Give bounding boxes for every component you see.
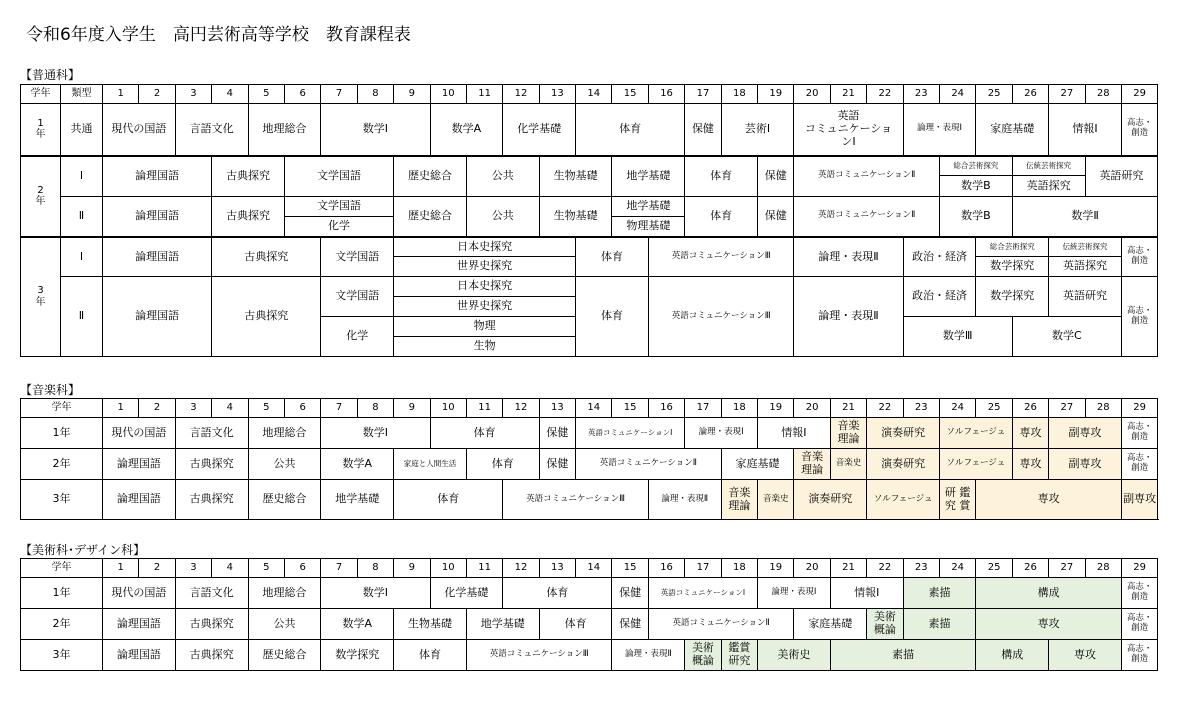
subject-cell: 数学Ⅰ (321, 578, 430, 609)
subject-cell: 論理・表現Ⅱ (794, 237, 903, 277)
subject-cell: 英語コミュニケーションⅡ (794, 196, 940, 237)
col-7: 7 (321, 399, 357, 418)
col-21: 21 (830, 559, 866, 578)
subject-cell: 英語探究 (1012, 176, 1085, 196)
col-5: 5 (248, 559, 284, 578)
subject-cell: 生物基礎 (394, 609, 467, 640)
subject-cell: 歴史総合 (394, 196, 467, 237)
col-11: 11 (466, 85, 502, 104)
col-12: 12 (503, 559, 539, 578)
subject-cell: 論理国語 (103, 609, 176, 640)
col-13: 13 (539, 559, 575, 578)
grade-cell: 2 年 (21, 156, 61, 237)
music-y3-row (21, 480, 1158, 520)
subject-cell: 保健 (539, 449, 575, 480)
col-3: 3 (175, 399, 211, 418)
col-17: 17 (685, 399, 721, 418)
subject-cell: 専攻 (1049, 640, 1122, 671)
subject-cell: 古典探究 (212, 196, 285, 237)
subject-cell: 英語コミュニケーションⅠ (648, 578, 757, 609)
subject-cell: 音楽 理論 (794, 449, 830, 480)
col-15: 15 (612, 85, 648, 104)
subject-cell: 地学基礎 (612, 156, 685, 197)
type-cell: Ⅱ (61, 196, 103, 237)
subject-cell: 演奏研究 (794, 480, 867, 520)
subject-cell: 数学Ⅱ (1012, 196, 1158, 237)
col-11: 11 (466, 559, 502, 578)
subject-cell: 高志・ 創造 (1121, 640, 1157, 671)
subject-cell: 化学 (284, 216, 393, 236)
subject-cell: 美術 概論 (867, 609, 903, 640)
subject-cell: 高志・ 創造 (1121, 237, 1157, 277)
grade-cell: 3年 (21, 480, 103, 520)
col-22: 22 (867, 85, 903, 104)
subject-cell: 英語コミュニケーションⅡ (576, 449, 722, 480)
col-19: 19 (758, 399, 794, 418)
subject-cell: 数学Ⅲ (903, 317, 1012, 357)
col-5: 5 (248, 399, 284, 418)
subject-cell: 美術史 (758, 640, 831, 671)
subject-cell: 数学A (321, 449, 394, 480)
subject-cell: 高志・ 創造 (1121, 449, 1157, 480)
col-26: 26 (1012, 559, 1048, 578)
col-29: 29 (1121, 559, 1157, 578)
subject-cell: 数学A (321, 609, 394, 640)
header-row (21, 399, 1158, 418)
col-1: 1 (103, 559, 139, 578)
col-18: 18 (721, 559, 757, 578)
subject-cell: 化学基礎 (503, 104, 576, 156)
subject-cell: 古典探究 (212, 156, 285, 197)
col-28: 28 (1085, 559, 1121, 578)
subject-cell: 総合芸術探究 (976, 237, 1049, 257)
col-10: 10 (430, 399, 466, 418)
subject-cell: 素描 (830, 640, 976, 671)
subject-cell: 数学Ⅰ (321, 418, 430, 449)
subject-cell: 論理国語 (103, 480, 176, 520)
subject-cell: 家庭基礎 (976, 104, 1049, 156)
subject-cell: 専攻 (1012, 418, 1048, 449)
col-23: 23 (903, 85, 939, 104)
subject-cell: 論理・表現Ⅱ (794, 277, 903, 357)
col-6: 6 (284, 85, 320, 104)
col-3: 3 (175, 559, 211, 578)
subject-cell: 鑑賞 研究 (721, 640, 757, 671)
subject-cell: 英語コミュニケーションⅡ (648, 609, 794, 640)
col-8: 8 (357, 399, 393, 418)
subject-cell: 文学国語 (284, 156, 393, 197)
col-14: 14 (576, 399, 612, 418)
col-2: 2 (139, 85, 175, 104)
col-1: 1 (103, 399, 139, 418)
col-9: 9 (394, 85, 430, 104)
subject-cell: 英語研究 (1085, 156, 1158, 197)
subject-cell: 構成 (976, 640, 1049, 671)
col-18: 18 (721, 85, 757, 104)
subject-cell: 保健 (612, 578, 648, 609)
col-6: 6 (284, 399, 320, 418)
subject-cell: 英語 コミュニケーショ ンⅠ (794, 104, 903, 156)
subject-cell: 論理・表現Ⅱ (612, 640, 685, 671)
subject-cell: 演奏研究 (867, 449, 940, 480)
col-20: 20 (794, 85, 830, 104)
subject-cell: 論理・表現Ⅰ (903, 104, 976, 156)
col-7: 7 (321, 559, 357, 578)
subject-cell: 高志・ 創造 (1121, 609, 1157, 640)
subject-cell: 高志・ 創造 (1121, 277, 1157, 357)
subject-cell: 物理基礎 (612, 216, 685, 236)
subject-cell: 地理総合 (248, 104, 321, 156)
subject-cell: 音楽 理論 (721, 480, 757, 520)
col-25: 25 (976, 85, 1012, 104)
subject-cell: 現代の国語 (103, 578, 176, 609)
subject-cell: 数学探究 (321, 640, 394, 671)
music-y2-row (21, 449, 1158, 480)
subject-cell: 体育 (576, 104, 685, 156)
section-label-music: 【音楽科】 (20, 383, 81, 397)
general-y3-t1-row (21, 237, 1158, 257)
subject-cell: 高志・ 創造 (1121, 104, 1157, 156)
subject-cell: 現代の国語 (103, 104, 176, 156)
col-10: 10 (430, 85, 466, 104)
subject-cell: 言語文化 (175, 578, 248, 609)
subject-cell: 論理国語 (103, 449, 176, 480)
subject-cell: 高志・ 創造 (1121, 578, 1157, 609)
subject-cell: 地理総合 (248, 578, 321, 609)
type-cell: 共通 (61, 104, 103, 156)
subject-cell: ソルフェージュ (867, 480, 940, 520)
subject-cell: 家庭と人間生活 (394, 449, 467, 480)
subject-cell: 体育 (576, 277, 649, 357)
header-grade: 学年 (21, 559, 103, 578)
col-16: 16 (648, 559, 684, 578)
col-19: 19 (758, 559, 794, 578)
col-6: 6 (284, 559, 320, 578)
col-5: 5 (248, 85, 284, 104)
subject-cell: 化学基礎 (430, 578, 503, 609)
subject-cell: 数学Ⅰ (321, 104, 430, 156)
subject-cell: 情報Ⅰ (758, 418, 831, 449)
grade-cell: 2年 (21, 609, 103, 640)
col-2: 2 (139, 399, 175, 418)
subject-cell: 情報Ⅰ (830, 578, 903, 609)
col-12: 12 (503, 85, 539, 104)
col-24: 24 (939, 85, 975, 104)
col-13: 13 (539, 399, 575, 418)
subject-cell: 生物基礎 (539, 196, 612, 237)
col-13: 13 (539, 85, 575, 104)
subject-cell: 副専攻 (1049, 449, 1122, 480)
music-course-table (20, 398, 1158, 520)
subject-cell: 情報Ⅰ (1049, 104, 1122, 156)
subject-cell: 数学B (939, 196, 1012, 237)
col-8: 8 (357, 559, 393, 578)
subject-cell: 英語探究 (1049, 257, 1122, 277)
col-28: 28 (1085, 85, 1121, 104)
subject-cell: ソルフェージュ (939, 449, 1012, 480)
subject-cell: 古典探究 (212, 237, 321, 277)
subject-cell: 英語コミュニケーションⅡ (794, 156, 940, 197)
col-12: 12 (503, 399, 539, 418)
col-24: 24 (939, 399, 975, 418)
subject-cell: 古典探究 (175, 640, 248, 671)
subject-cell: 論理国語 (103, 156, 212, 197)
subject-cell: 家庭基礎 (794, 609, 867, 640)
subject-cell: 言語文化 (175, 418, 248, 449)
col-7: 7 (321, 85, 357, 104)
subject-cell: 文学国語 (284, 196, 393, 216)
col-17: 17 (685, 85, 721, 104)
col-9: 9 (394, 559, 430, 578)
grade-cell: 2年 (21, 449, 103, 480)
subject-cell: 保健 (685, 104, 721, 156)
grade-cell: 3年 (21, 640, 103, 671)
subject-cell: 音楽 理論 (830, 418, 866, 449)
subject-cell: 高志・ 創造 (1121, 418, 1157, 449)
col-4: 4 (212, 399, 248, 418)
subject-cell: 家庭基礎 (721, 449, 794, 480)
subject-cell: 言語文化 (175, 104, 248, 156)
type-cell: Ⅰ (61, 156, 103, 197)
col-20: 20 (794, 399, 830, 418)
col-20: 20 (794, 559, 830, 578)
subject-cell: 英語研究 (1049, 277, 1122, 317)
header-row (21, 85, 1158, 104)
subject-cell: ソルフェージュ (939, 418, 1012, 449)
subject-cell: 古典探究 (175, 480, 248, 520)
art-y3-row (21, 640, 1158, 671)
col-16: 16 (648, 399, 684, 418)
subject-cell: 古典探究 (212, 277, 321, 357)
general-y1-row (21, 104, 1158, 156)
subject-cell: 保健 (758, 196, 794, 237)
col-3: 3 (175, 85, 211, 104)
general-course-table (20, 84, 1158, 357)
subject-cell: 音楽史 (830, 449, 866, 480)
subject-cell: 伝統芸術探究 (1012, 156, 1085, 176)
col-27: 27 (1049, 559, 1085, 578)
subject-cell: 体育 (576, 237, 649, 277)
subject-cell: 歴史総合 (394, 156, 467, 197)
subject-cell: 副専攻 (1121, 480, 1157, 520)
col-1: 1 (103, 85, 139, 104)
subject-cell: 地学基礎 (321, 480, 394, 520)
col-26: 26 (1012, 85, 1048, 104)
col-27: 27 (1049, 85, 1085, 104)
header-grade: 学年 (21, 399, 103, 418)
subject-cell: 専攻 (976, 609, 1122, 640)
col-4: 4 (212, 559, 248, 578)
section-label-art: 【美術科･デザイン科】 (20, 543, 146, 557)
subject-cell: 政治・経済 (903, 277, 976, 317)
subject-cell: 体育 (430, 418, 539, 449)
col-28: 28 (1085, 399, 1121, 418)
subject-cell: 論理国語 (103, 640, 176, 671)
col-19: 19 (758, 85, 794, 104)
type-cell: Ⅱ (61, 277, 103, 357)
subject-cell: 論理国語 (103, 237, 212, 277)
subject-cell: 副専攻 (1049, 418, 1122, 449)
subject-cell: 政治・経済 (903, 237, 976, 277)
grade-cell: 3 年 (21, 237, 61, 357)
art-y1-row (21, 578, 1158, 609)
subject-cell: 現代の国語 (103, 418, 176, 449)
subject-cell: 研 鑑 究 賞 (939, 480, 975, 520)
subject-cell: 素描 (903, 609, 976, 640)
subject-cell: 論理国語 (103, 277, 212, 357)
subject-cell: 世界史探究 (394, 297, 576, 317)
subject-cell: 保健 (758, 156, 794, 197)
subject-cell: 体育 (394, 640, 467, 671)
subject-cell: 地理総合 (248, 418, 321, 449)
section-label-general: 【普通科】 (20, 68, 81, 82)
col-24: 24 (939, 559, 975, 578)
subject-cell: 英語コミュニケーションⅢ (648, 237, 794, 277)
subject-cell: 体育 (685, 196, 758, 237)
subject-cell: 論理・表現Ⅰ (685, 418, 758, 449)
subject-cell: 音楽史 (758, 480, 794, 520)
subject-cell: 化学 (321, 317, 394, 357)
subject-cell: 伝統芸術探究 (1049, 237, 1122, 257)
col-9: 9 (394, 399, 430, 418)
subject-cell: 数学C (1012, 317, 1121, 357)
subject-cell: 論理・表現Ⅰ (758, 578, 831, 609)
page-title: 令和6年度入学生 高円芸術高等学校 教育課程表 (26, 25, 411, 45)
col-27: 27 (1049, 399, 1085, 418)
subject-cell: 体育 (466, 449, 539, 480)
col-4: 4 (212, 85, 248, 104)
subject-cell: 生物基礎 (539, 156, 612, 197)
subject-cell: 日本史探究 (394, 277, 576, 297)
col-21: 21 (830, 85, 866, 104)
subject-cell: 体育 (685, 156, 758, 197)
col-15: 15 (612, 399, 648, 418)
subject-cell: 地学基礎 (612, 196, 685, 216)
subject-cell: 保健 (612, 609, 648, 640)
subject-cell: 公共 (466, 156, 539, 197)
col-15: 15 (612, 559, 648, 578)
col-22: 22 (867, 559, 903, 578)
col-21: 21 (830, 399, 866, 418)
header-type: 類型 (61, 85, 103, 104)
subject-cell: 数学探究 (976, 257, 1049, 277)
col-8: 8 (357, 85, 393, 104)
subject-cell: 数学探究 (976, 277, 1049, 317)
subject-cell: 公共 (248, 449, 321, 480)
subject-cell: 公共 (466, 196, 539, 237)
subject-cell: 生物 (394, 337, 576, 357)
subject-cell: 文学国語 (321, 237, 394, 277)
subject-cell: 専攻 (1012, 449, 1048, 480)
subject-cell: 体育 (503, 578, 612, 609)
subject-cell: 体育 (394, 480, 503, 520)
subject-cell: 体育 (539, 609, 612, 640)
subject-cell: 日本史探究 (394, 237, 576, 257)
col-23: 23 (903, 559, 939, 578)
col-23: 23 (903, 399, 939, 418)
subject-cell: 歴史総合 (248, 640, 321, 671)
col-29: 29 (1121, 85, 1157, 104)
subject-cell: 構成 (976, 578, 1122, 609)
subject-cell: 保健 (539, 418, 575, 449)
col-2: 2 (139, 559, 175, 578)
art-course-table (20, 558, 1158, 671)
art-y2-row (21, 609, 1158, 640)
col-11: 11 (466, 399, 502, 418)
subject-cell: 美術 概論 (685, 640, 721, 671)
subject-cell: 素描 (903, 578, 976, 609)
col-17: 17 (685, 559, 721, 578)
subject-cell: 総合芸術探究 (939, 156, 1012, 176)
col-10: 10 (430, 559, 466, 578)
col-16: 16 (648, 85, 684, 104)
subject-cell: 芸術Ⅰ (721, 104, 794, 156)
col-25: 25 (976, 399, 1012, 418)
header-row (21, 559, 1158, 578)
subject-cell: 古典探究 (175, 609, 248, 640)
col-25: 25 (976, 559, 1012, 578)
col-18: 18 (721, 399, 757, 418)
col-14: 14 (576, 559, 612, 578)
subject-cell: 論理国語 (103, 196, 212, 237)
music-y1-row (21, 418, 1158, 449)
col-29: 29 (1121, 399, 1157, 418)
subject-cell: 世界史探究 (394, 257, 576, 277)
subject-cell: 数学B (939, 176, 1012, 196)
subject-cell: 文学国語 (321, 277, 394, 317)
subject-cell: 英語コミュニケーションⅠ (576, 418, 685, 449)
col-26: 26 (1012, 399, 1048, 418)
subject-cell: 古典探究 (175, 449, 248, 480)
general-y3-t2-row (21, 277, 1158, 297)
subject-cell: 公共 (248, 609, 321, 640)
general-y2-t2-row (21, 196, 1158, 216)
subject-cell: 専攻 (976, 480, 1122, 520)
col-22: 22 (867, 399, 903, 418)
header-grade: 学年 (21, 85, 61, 104)
subject-cell: 英語コミュニケーションⅢ (466, 640, 612, 671)
grade-cell: 1 年 (21, 104, 61, 156)
general-y2-t1-row (21, 156, 1158, 176)
col-14: 14 (576, 85, 612, 104)
subject-cell: 数学A (430, 104, 503, 156)
grade-cell: 1年 (21, 418, 103, 449)
grade-cell: 1年 (21, 578, 103, 609)
subject-cell: 歴史総合 (248, 480, 321, 520)
type-cell: Ⅰ (61, 237, 103, 277)
subject-cell: 地学基礎 (466, 609, 539, 640)
subject-cell: 物理 (394, 317, 576, 337)
subject-cell: 論理・表現Ⅱ (648, 480, 721, 520)
subject-cell: 英語コミュニケーションⅢ (648, 277, 794, 357)
subject-cell: 英語コミュニケーションⅢ (503, 480, 649, 520)
subject-cell: 演奏研究 (867, 418, 940, 449)
